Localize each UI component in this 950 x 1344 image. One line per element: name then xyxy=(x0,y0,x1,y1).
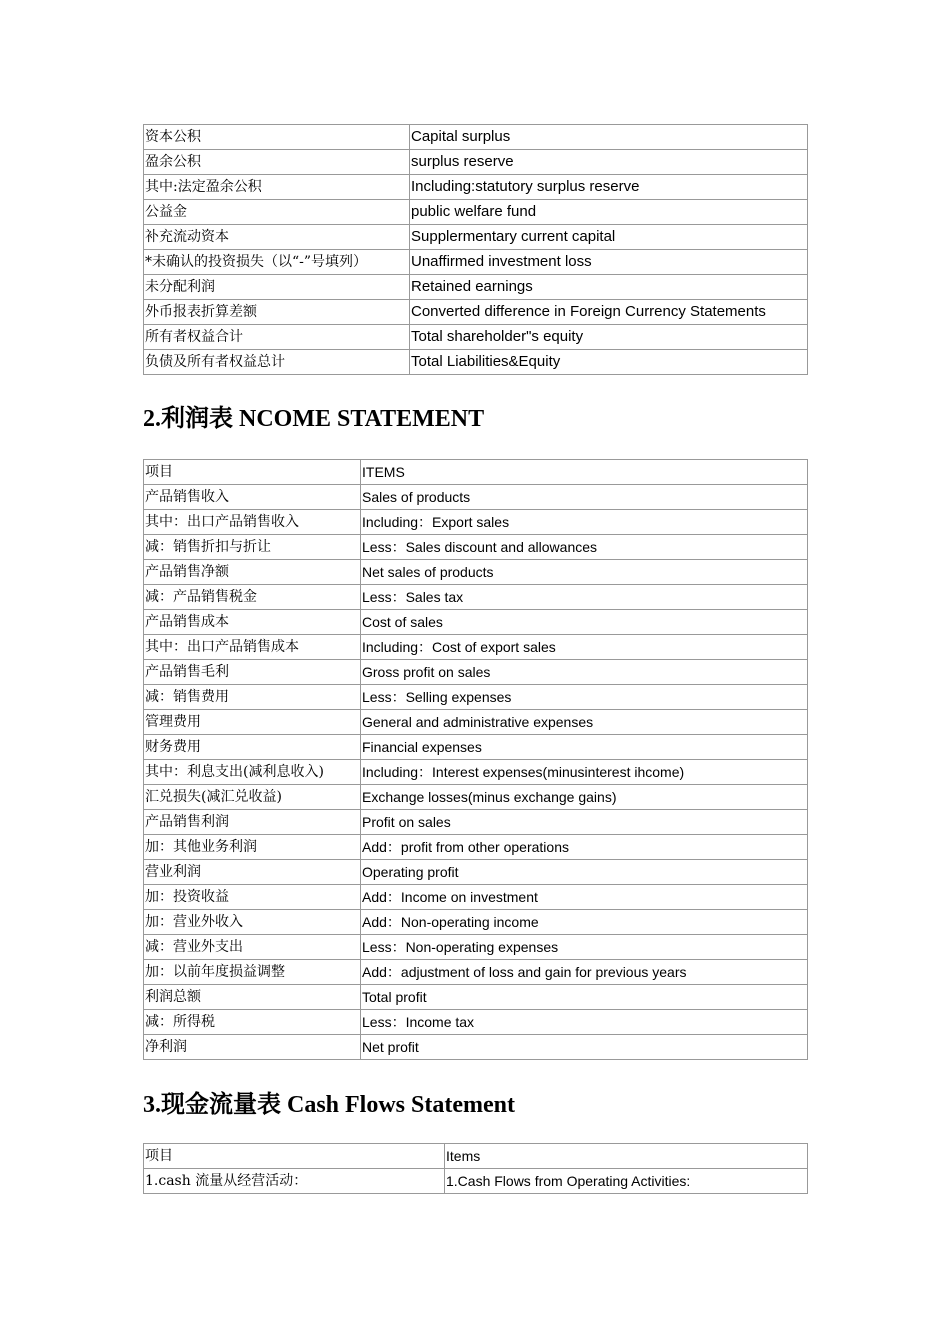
cell-english-term: Total Liabilities&Equity xyxy=(410,350,808,375)
cell-english-term: Net sales of products xyxy=(361,560,808,585)
cell-chinese-term: 净利润 xyxy=(144,1035,361,1060)
table-row xyxy=(144,1169,808,1194)
cell-chinese-term: 减：销售费用 xyxy=(144,685,361,710)
cell-chinese-term: 补充流动资本 xyxy=(144,225,410,250)
cell-english-term: Items xyxy=(445,1144,808,1169)
cell-english-term: Retained earnings xyxy=(410,275,808,300)
table-row xyxy=(144,175,808,200)
income-statement-table xyxy=(143,459,808,1060)
table-row xyxy=(144,960,808,985)
cell-chinese-term: 项目 xyxy=(144,460,361,485)
cell-english-term: Unaffirmed investment loss xyxy=(410,250,808,275)
cell-chinese-term: 减：营业外支出 xyxy=(144,935,361,960)
cell-chinese-term: 加：营业外收入 xyxy=(144,910,361,935)
cell-chinese-term: 负债及所有者权益总计 xyxy=(144,350,410,375)
table-row xyxy=(144,635,808,660)
cell-chinese-term: 外币报表折算差额 xyxy=(144,300,410,325)
cell-english-term: Supplermentary current capital xyxy=(410,225,808,250)
table-row xyxy=(144,535,808,560)
table-row xyxy=(144,1035,808,1060)
table-row xyxy=(144,300,808,325)
cell-chinese-term: 加：其他业务利润 xyxy=(144,835,361,860)
table-row xyxy=(144,860,808,885)
cell-english-term: Exchange losses(minus exchange gains) xyxy=(361,785,808,810)
cell-english-term: Less：Sales discount and allowances xyxy=(361,535,808,560)
cash-flows-heading: 3.现金流量表 Cash Flows Statement xyxy=(143,1092,515,1118)
table-row xyxy=(144,510,808,535)
cell-chinese-term: 产品销售毛利 xyxy=(144,660,361,685)
cell-chinese-term: 其中：出口产品销售收入 xyxy=(144,510,361,535)
cell-english-term: Less：Non-operating expenses xyxy=(361,935,808,960)
cell-english-term: General and administrative expenses xyxy=(361,710,808,735)
table-row xyxy=(144,610,808,635)
cell-chinese-term: 其中:法定盈余公积 xyxy=(144,175,410,200)
cell-chinese-term: 1.cash 流量从经营活动： xyxy=(144,1169,445,1194)
cell-english-term: Capital surplus xyxy=(410,125,808,150)
cell-chinese-term: 资本公积 xyxy=(144,125,410,150)
table-row xyxy=(144,585,808,610)
cell-english-term: Including：Cost of export sales xyxy=(361,635,808,660)
table-row xyxy=(144,810,808,835)
cell-english-term: Including：Interest expenses(minusinterest ihcome) xyxy=(361,760,808,785)
cell-chinese-term: *未确认的投资损失（以“-”号填列） xyxy=(144,250,410,275)
cell-chinese-term: 加：投资收益 xyxy=(144,885,361,910)
cash-flows-table xyxy=(143,1143,808,1194)
cell-english-term: Including：Export sales xyxy=(361,510,808,535)
cell-chinese-term: 其中：出口产品销售成本 xyxy=(144,635,361,660)
table-row xyxy=(144,275,808,300)
cell-chinese-term: 盈余公积 xyxy=(144,150,410,175)
cell-english-term: 1.Cash Flows from Operating Activities: xyxy=(445,1169,808,1194)
cell-english-term: Less：Selling expenses xyxy=(361,685,808,710)
table-row xyxy=(144,985,808,1010)
table-row xyxy=(144,760,808,785)
table-row xyxy=(144,835,808,860)
cell-english-term: Add：Income on investment xyxy=(361,885,808,910)
cell-chinese-term: 加：以前年度损益调整 xyxy=(144,960,361,985)
cell-chinese-term: 未分配利润 xyxy=(144,275,410,300)
table-row xyxy=(144,485,808,510)
cell-chinese-term: 管理费用 xyxy=(144,710,361,735)
cell-chinese-term: 财务费用 xyxy=(144,735,361,760)
cell-chinese-term: 所有者权益合计 xyxy=(144,325,410,350)
table-row xyxy=(144,225,808,250)
table-row xyxy=(144,325,808,350)
table-row xyxy=(144,735,808,760)
table-row xyxy=(144,350,808,375)
table-row xyxy=(144,460,808,485)
table-row xyxy=(144,1010,808,1035)
cell-chinese-term: 减：产品销售税金 xyxy=(144,585,361,610)
cell-english-term: Add：Non-operating income xyxy=(361,910,808,935)
table-row xyxy=(144,935,808,960)
cell-english-term: public welfare fund xyxy=(410,200,808,225)
document-page xyxy=(143,124,807,1194)
table-row xyxy=(144,250,808,275)
cell-english-term: Add：profit from other operations xyxy=(361,835,808,860)
cell-chinese-term: 汇兑损失(减汇兑收益) xyxy=(144,785,361,810)
cell-english-term: Sales of products xyxy=(361,485,808,510)
cell-chinese-term: 产品销售利润 xyxy=(144,810,361,835)
cell-english-term: Financial expenses xyxy=(361,735,808,760)
cell-english-term: Total shareholder"s equity xyxy=(410,325,808,350)
table-row xyxy=(144,785,808,810)
cell-chinese-term: 利润总额 xyxy=(144,985,361,1010)
cell-english-term: Add：adjustment of loss and gain for previous years xyxy=(361,960,808,985)
cell-chinese-term: 营业利润 xyxy=(144,860,361,885)
table-row xyxy=(144,1144,808,1169)
cell-english-term: Operating profit xyxy=(361,860,808,885)
cell-english-term: Gross profit on sales xyxy=(361,660,808,685)
cell-chinese-term: 项目 xyxy=(144,1144,445,1169)
cell-chinese-term: 产品销售收入 xyxy=(144,485,361,510)
table-row xyxy=(144,200,808,225)
cell-english-term: Cost of sales xyxy=(361,610,808,635)
cell-chinese-term: 公益金 xyxy=(144,200,410,225)
cell-chinese-term: 产品销售净额 xyxy=(144,560,361,585)
cell-chinese-term: 减：销售折扣与折让 xyxy=(144,535,361,560)
cell-english-term: Less：Income tax xyxy=(361,1010,808,1035)
balance-sheet-table xyxy=(143,124,808,375)
table-row xyxy=(144,560,808,585)
cell-english-term: surplus reserve xyxy=(410,150,808,175)
table-row xyxy=(144,710,808,735)
cell-english-term: Net profit xyxy=(361,1035,808,1060)
table-row xyxy=(144,685,808,710)
table-row xyxy=(144,150,808,175)
cell-chinese-term: 产品销售成本 xyxy=(144,610,361,635)
table-row xyxy=(144,660,808,685)
table-row xyxy=(144,910,808,935)
income-statement-heading: 2.利润表 NCOME STATEMENT xyxy=(143,406,485,432)
cell-english-term: Total profit xyxy=(361,985,808,1010)
cell-english-term: ITEMS xyxy=(361,460,808,485)
table-row xyxy=(144,125,808,150)
cell-english-term: Converted difference in Foreign Currency Statements xyxy=(410,300,808,325)
cell-chinese-term: 减：所得税 xyxy=(144,1010,361,1035)
cell-english-term: Including:statutory surplus reserve xyxy=(410,175,808,200)
cell-chinese-term: 其中：利息支出(减利息收入) xyxy=(144,760,361,785)
cell-english-term: Profit on sales xyxy=(361,810,808,835)
table-row xyxy=(144,885,808,910)
cell-english-term: Less：Sales tax xyxy=(361,585,808,610)
